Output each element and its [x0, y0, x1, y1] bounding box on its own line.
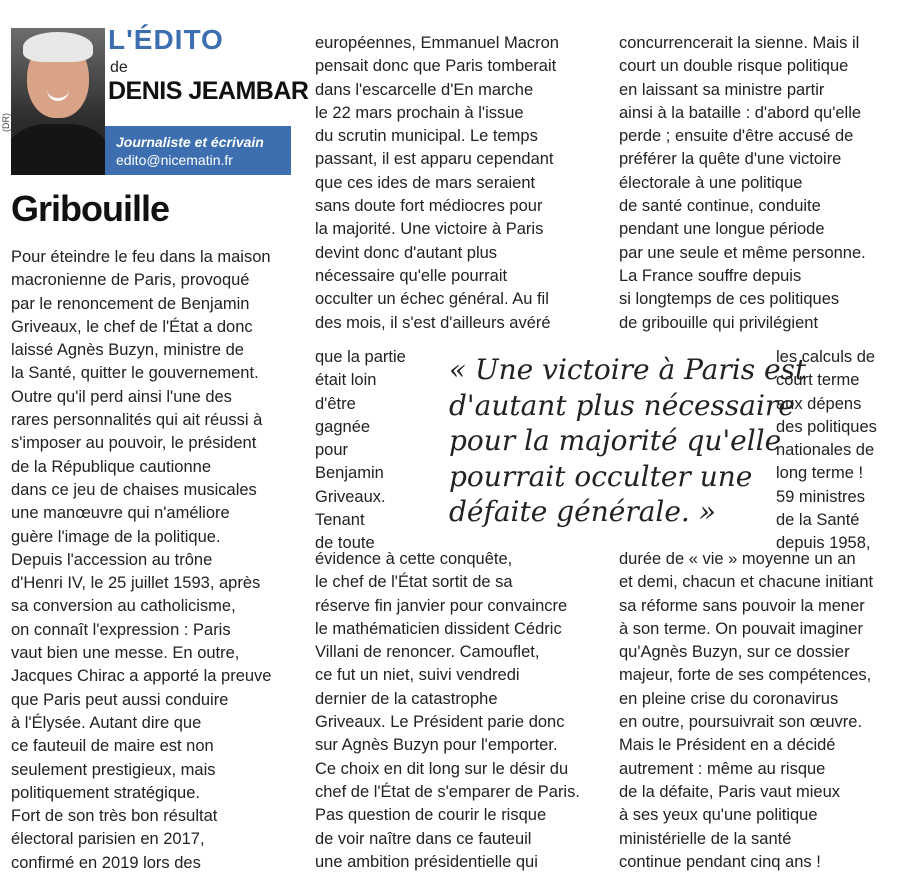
text-line: passant, il est apparu cependant [315, 150, 554, 169]
text-line: court terme [776, 371, 860, 390]
text-line: sans doute fort médiocres pour [315, 197, 543, 216]
text-line: évidence à cette conquête, [315, 550, 513, 568]
text-line: de la République cautionne [11, 457, 211, 476]
text-line: pourrait occulter une [449, 459, 753, 493]
text-line: du scrutin municipal. Le temps [315, 127, 538, 146]
photo-credit: (DR) [1, 113, 11, 132]
text-line: à ses yeux qu'une politique [619, 806, 818, 825]
text-line: pour la majorité qu'elle [449, 424, 782, 457]
text-line: des politiques [776, 417, 877, 436]
author-name: DENIS JEAMBAR [108, 77, 309, 105]
text-line: seulement prestigieux, mais [11, 760, 216, 779]
text-line: pour [315, 441, 349, 460]
text-line: majeur, forte de ses compétences, [619, 666, 872, 685]
text-line: on connaît l'expression : Paris [11, 620, 231, 639]
text-line: sur Agnès Buzyn pour l'emporter. [315, 736, 558, 755]
text-line: défaite générale. » [449, 495, 716, 528]
text-line: et demi, chacun et chacune initiant [619, 573, 874, 592]
text-line: rares personnalités qui ait réussi à [11, 411, 263, 430]
text-line: Jacques Chirac a apporté la preuve [11, 667, 272, 686]
text-line: Mais le Président en a décidé [619, 736, 836, 755]
text-line: pensait donc que Paris tomberait [315, 57, 557, 76]
text-line: par une seule et même personne. [619, 243, 866, 262]
text-line: occulter un échec général. Au fil [315, 290, 549, 309]
text-line: une manœuvre qui n'améliore [11, 504, 230, 523]
text-line: de toute [315, 534, 375, 553]
text-line: 59 ministres [776, 487, 865, 506]
column-2-top [315, 32, 559, 335]
text-line: vaut bien une messe. En outre, [11, 644, 240, 663]
text-line: concurrencerait la sienne. Mais il [619, 34, 860, 52]
text-line: ce fauteuil de maire est non [11, 737, 214, 756]
author-photo [11, 28, 105, 175]
text-line: Griveaux. [315, 487, 386, 506]
text-line: dernier de la catastrophe [315, 689, 498, 708]
text-line: court un double risque politique [619, 57, 849, 76]
text-line: européennes, Emmanuel Macron [315, 34, 559, 52]
text-line: nationales de [776, 441, 875, 460]
text-line: réserve fin janvier pour convaincre [315, 596, 568, 615]
text-line: était loin [315, 371, 377, 390]
text-line: par le renoncement de Benjamin [11, 294, 250, 313]
text-line: la majorité. Une victoire à Paris [315, 220, 544, 239]
text-line: Benjamin [315, 464, 384, 483]
text-line: laissé Agnès Buzyn, ministre de [11, 341, 244, 360]
text-line: de gribouille qui privilégient [619, 313, 819, 332]
text-line: que ces ides de mars seraient [315, 173, 536, 192]
text-line: ministérielle de la santé [619, 829, 792, 848]
text-line: sa réforme sans pouvoir la mener [619, 596, 865, 615]
section-title: L'ÉDITO [108, 24, 224, 55]
text-line: qu'Agnès Buzyn, sur ce dossier [619, 643, 850, 662]
text-line: que Paris peut aussi conduire [11, 690, 229, 709]
byline-de: de [110, 59, 128, 76]
text-line: continue pendant cinq ans ! [619, 852, 821, 871]
text-line: en outre, poursuivrait son œuvre. [619, 713, 863, 732]
text-line: Griveaux, le chef de l'État a donc [11, 317, 253, 336]
pull-quote [449, 352, 807, 530]
text-line: les calculs de [776, 348, 876, 366]
text-line: guère l'image de la politique. [11, 527, 221, 546]
text-line: d'être [315, 394, 356, 413]
text-line: à son terme. On pouvait imaginer [619, 619, 863, 638]
text-line: d'Henri IV, le 25 juillet 1593, après [11, 574, 261, 593]
text-line: de voir naître dans ce fauteuil [315, 829, 532, 848]
column-2-bottom [315, 548, 580, 874]
text-line: sa conversion au catholicisme, [11, 597, 236, 616]
text-line: le mathématicien dissident Cédric [315, 619, 562, 638]
text-line: perde ; ensuite d'être accusé de [619, 127, 854, 146]
text-line: Ce choix en dit long sur le désir du [315, 759, 569, 778]
text-line: le 22 mars prochain à l'issue [315, 103, 524, 122]
text-line: chef de l'État de s'emparer de Paris. [315, 782, 580, 801]
text-line: devint donc d'autant plus [315, 243, 498, 262]
text-line: gagnée [315, 417, 371, 436]
text-line: long terme ! [776, 464, 864, 483]
text-line: si longtemps de ces politiques [619, 290, 840, 309]
text-line: dans l'escarcelle d'En marche [315, 80, 534, 99]
author-info-box [105, 126, 291, 175]
column-2-narrow [315, 346, 406, 556]
text-line: politiquement stratégique. [11, 783, 200, 802]
text-line: ainsi à la bataille : d'abord qu'elle [619, 103, 862, 122]
text-line: nécessaire qu'elle pourrait [315, 266, 508, 285]
text-line: de santé continue, conduite [619, 197, 821, 216]
text-line: autrement : même au risque [619, 759, 826, 778]
text-line: Villani de renoncer. Camouflet, [315, 643, 540, 662]
text-line: dans ce jeu de chaises musicales [11, 480, 257, 499]
text-line: Fort de son très bon résultat [11, 807, 218, 826]
text-line: en laissant sa ministre partir [619, 80, 825, 99]
column-3-top [619, 32, 866, 335]
text-line: électorale à une politique [619, 173, 803, 192]
text-line: aux dépens [776, 394, 862, 413]
text-line: Griveaux. Le Président parie donc [315, 713, 565, 732]
text-line: ce fut un niet, suivi vendredi [315, 666, 520, 685]
text-line: s'imposer au pouvoir, le président [11, 434, 257, 453]
text-line: Outre qu'il perd ainsi l'une des [11, 387, 232, 406]
text-line: « Une victoire à Paris est [449, 353, 807, 386]
text-line: à l'Élysée. Autant dire que [11, 713, 202, 732]
text-line: de la défaite, Paris vaut mieux [619, 782, 841, 801]
column-1 [11, 246, 272, 875]
text-line: Pas question de courir le risque [315, 806, 547, 825]
text-line: pendant une longue période [619, 220, 825, 239]
text-line: une ambition présidentielle qui [315, 852, 538, 871]
text-line: Depuis l'accession au trône [11, 550, 213, 569]
author-email[interactable]: edito@nicematin.fr [116, 152, 233, 168]
text-line: électoral parisien en 2017, [11, 830, 205, 849]
text-line: la Santé, quitter le gouvernement. [11, 364, 259, 383]
text-line: le chef de l'État sortit de sa [315, 573, 513, 592]
author-role: Journaliste et écrivain [116, 134, 264, 150]
column-3-bottom [619, 548, 873, 874]
text-line: confirmé en 2019 lors des [11, 853, 201, 872]
text-line: des mois, il s'est d'ailleurs avéré [315, 313, 551, 332]
text-line: macronienne de Paris, provoqué [11, 271, 250, 290]
text-line: durée de « vie » moyenne un an [619, 550, 856, 568]
text-line: Tenant [315, 511, 365, 530]
text-line: préférer la quête d'une victoire [619, 150, 842, 169]
text-line: Pour éteindre le feu dans la maison [11, 248, 271, 266]
text-line: que la partie [315, 348, 406, 366]
headline: Gribouille [11, 188, 170, 229]
text-line: d'autant plus nécessaire [449, 388, 795, 422]
text-line: depuis 1958, [776, 534, 871, 553]
text-line: en pleine crise du coronavirus [619, 689, 839, 708]
text-line: de la Santé [776, 511, 860, 530]
text-line: La France souffre depuis [619, 266, 802, 285]
